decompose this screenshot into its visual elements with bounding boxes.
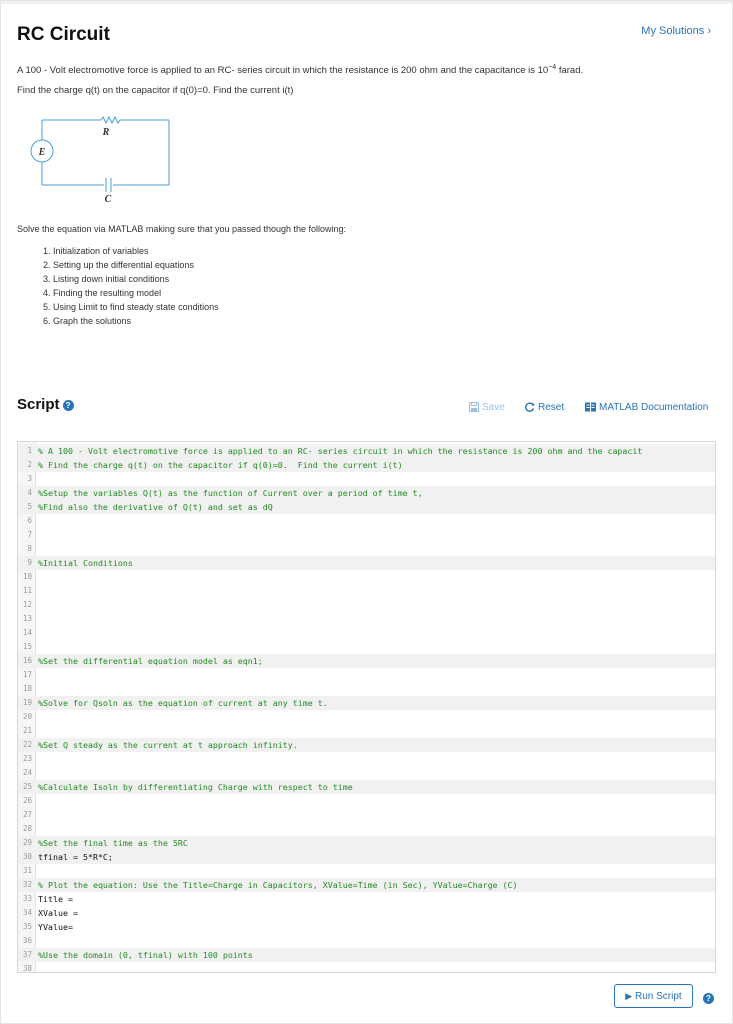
help-icon[interactable]: ?: [63, 400, 74, 411]
problem-exponent: −4: [548, 64, 557, 71]
line-number: 10: [22, 572, 32, 581]
code-line[interactable]: [18, 780, 715, 794]
line-number: 12: [22, 600, 32, 609]
step-item: 6. Graph the solutions: [43, 316, 132, 326]
code-line[interactable]: [18, 710, 715, 724]
code-text[interactable]: tfinal = 5*R*C;: [38, 852, 113, 862]
code-comment[interactable]: %Calculate Isoln by differentiating Charge with respect to time: [38, 782, 353, 792]
code-line[interactable]: [18, 920, 715, 934]
line-number: 20: [22, 712, 32, 721]
code-line[interactable]: [18, 850, 715, 864]
reset-button[interactable]: [525, 402, 564, 413]
run-icon: ▶: [625, 991, 633, 1001]
rc-circuit-diagram: [26, 110, 176, 202]
line-number: 23: [22, 754, 32, 763]
code-line[interactable]: [18, 878, 715, 892]
code-line[interactable]: [18, 794, 715, 808]
code-line[interactable]: [18, 808, 715, 822]
run-help[interactable]: [703, 990, 714, 1008]
code-line[interactable]: [18, 906, 715, 920]
capacitor-label: C: [104, 194, 112, 202]
line-number: 3: [27, 474, 32, 483]
code-editor[interactable]: [17, 441, 716, 973]
line-number: 8: [27, 544, 32, 553]
line-number: 7: [27, 530, 32, 539]
line-number: 32: [22, 880, 32, 889]
instructions-intro: Solve the equation via MATLAB making sure that you passed though the following:: [17, 224, 347, 234]
code-line[interactable]: [18, 962, 715, 973]
code-line[interactable]: [18, 458, 715, 472]
line-number: 36: [22, 936, 32, 945]
documentation-label: MATLAB Documentation: [599, 402, 709, 413]
line-number: 31: [22, 866, 32, 875]
line-number: 22: [22, 740, 32, 749]
line-number: 5: [27, 502, 32, 511]
line-number: 1: [27, 446, 32, 455]
reset-icon: [525, 402, 535, 412]
problem-statement-line-2: Find the charge q(t) on the capacitor if q(0)=0. Find the current i(t): [17, 85, 294, 96]
code-line[interactable]: [18, 542, 715, 556]
line-number: 21: [22, 726, 32, 735]
save-button[interactable]: [469, 402, 505, 413]
code-line[interactable]: [18, 570, 715, 584]
line-number: 27: [22, 810, 32, 819]
run-label: Run Script: [635, 991, 682, 1002]
resistor-symbol: [101, 117, 120, 123]
source-label: E: [38, 147, 46, 158]
code-line[interactable]: [18, 738, 715, 752]
instruction-steps: [43, 244, 219, 328]
code-comment[interactable]: % Find the charge q(t) on the capacitor if q(0)=0. Find the current i(t): [38, 460, 403, 470]
code-line[interactable]: [18, 948, 715, 962]
code-line[interactable]: [18, 934, 715, 948]
code-comment[interactable]: %Set the final time as the 5RC: [38, 838, 188, 848]
code-line[interactable]: [18, 682, 715, 696]
line-number: 34: [22, 908, 32, 917]
code-comment[interactable]: %Initial Conditions: [38, 558, 133, 568]
code-line[interactable]: [18, 626, 715, 640]
code-line[interactable]: [18, 514, 715, 528]
problem-statement-line-1: [17, 64, 583, 76]
code-comment[interactable]: %Use the domain (0, tfinal) with 100 points: [38, 950, 253, 960]
line-number: 14: [22, 628, 32, 637]
code-line[interactable]: [18, 892, 715, 906]
line-number: 33: [22, 894, 32, 903]
step-item: 3. Listing down initial conditions: [43, 274, 170, 284]
line-number: 17: [22, 670, 32, 679]
code-line[interactable]: [18, 584, 715, 598]
code-line[interactable]: [18, 472, 715, 486]
line-number: 26: [22, 796, 32, 805]
line-number: 30: [22, 852, 32, 861]
circuit-wires: [31, 117, 169, 192]
line-number: 2: [27, 460, 32, 469]
my-solutions-link[interactable]: My Solutions ›: [641, 25, 711, 37]
resistor-label: R: [102, 127, 110, 138]
code-line[interactable]: [18, 654, 715, 668]
problem-text-b: farad.: [556, 65, 584, 77]
code-line[interactable]: [18, 556, 715, 570]
help-icon[interactable]: ?: [703, 993, 714, 1004]
save-label: Save: [482, 402, 505, 413]
step-item: 4. Finding the resulting model: [43, 288, 162, 298]
line-number: 38: [22, 964, 32, 973]
line-number: 28: [22, 824, 32, 833]
code-line[interactable]: [18, 696, 715, 710]
code-line[interactable]: [18, 528, 715, 542]
code-line[interactable]: [18, 836, 715, 850]
code-line[interactable]: [18, 612, 715, 626]
reset-label: Reset: [538, 402, 565, 413]
code-line[interactable]: [18, 486, 715, 500]
code-line[interactable]: [18, 724, 715, 738]
line-number: 4: [27, 488, 32, 497]
matlab-documentation-link[interactable]: [585, 402, 708, 413]
code-line[interactable]: [18, 640, 715, 654]
problem-text-a: A 100 - Volt electromotive force is applied to an RC- series circuit in which the resistance is 200 ohm and the capacitance is 10: [17, 65, 549, 77]
line-number: 15: [22, 642, 32, 651]
line-number: 18: [22, 684, 32, 693]
line-number: 9: [27, 558, 32, 567]
code-line[interactable]: [18, 598, 715, 612]
code-line[interactable]: [18, 752, 715, 766]
code-comment[interactable]: %Set the differential equation model as eqn1;: [38, 656, 263, 666]
step-item: 2. Setting up the differential equations: [43, 260, 194, 270]
code-line[interactable]: [18, 822, 715, 836]
step-item: 1. Initialization of variables: [43, 246, 149, 256]
line-number: 19: [22, 698, 32, 707]
code-text[interactable]: XValue =: [38, 908, 78, 918]
documentation-icon: [585, 402, 596, 412]
page-title: RC Circuit: [17, 24, 110, 45]
line-number: 11: [22, 586, 32, 595]
line-number: 37: [22, 950, 32, 959]
line-number: 24: [22, 768, 32, 777]
save-icon: [469, 402, 479, 412]
code-text[interactable]: YValue=: [38, 922, 73, 932]
line-number: 25: [22, 782, 32, 791]
code-comment[interactable]: % A 100 - Volt electromotive force is applied to an RC- series circuit in which the resistance is 200 ohm and the capacit: [38, 446, 643, 456]
script-heading: [17, 396, 74, 413]
code-line[interactable]: [18, 444, 715, 458]
code-comment[interactable]: %Solve for Qsoln as the equation of current at any time t.: [38, 698, 328, 708]
run-script-button[interactable]: [614, 984, 693, 1008]
step-item: 5. Using Limit to find steady state conditions: [43, 302, 219, 312]
line-number: 35: [22, 922, 32, 931]
code-line[interactable]: [18, 500, 715, 514]
code-comment[interactable]: %Set Q steady as the current at t approach infinity.: [38, 740, 298, 750]
code-line[interactable]: [18, 668, 715, 682]
line-number: 29: [22, 838, 32, 847]
code-line[interactable]: [18, 766, 715, 780]
code-text[interactable]: Title =: [38, 894, 73, 904]
code-comment[interactable]: %Find also the derivative of Q(t) and set as dQ: [38, 502, 273, 512]
code-comment[interactable]: % Plot the equation: Use the Title=Charge in Capacitors, XValue=Time (in Sec), YValue=Charge (C): [38, 880, 518, 890]
code-comment[interactable]: %Setup the variables Q(t) as the function of Current over a period of time t,: [38, 488, 423, 498]
script-label-text: Script: [17, 396, 60, 413]
code-line[interactable]: [18, 864, 715, 878]
line-number: 13: [22, 614, 32, 623]
line-number: 16: [22, 656, 32, 665]
line-number: 6: [27, 516, 32, 525]
